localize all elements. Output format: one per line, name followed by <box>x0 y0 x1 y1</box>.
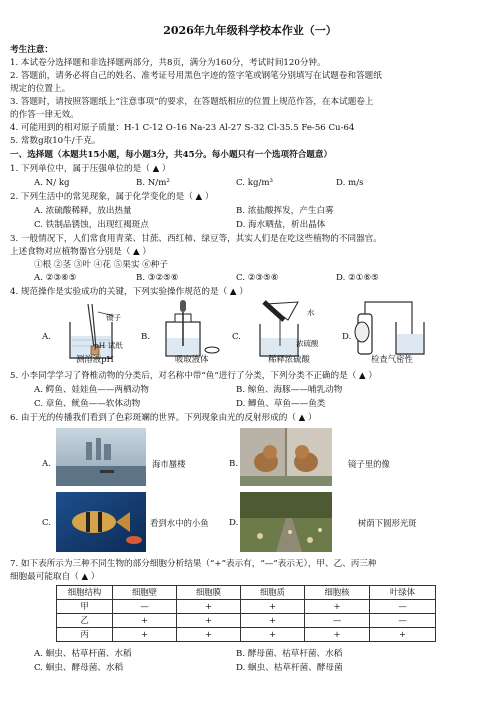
q3-option-c[interactable]: C. ②③⑤⑥ <box>236 273 279 283</box>
notice-line: 4. 可能用到的相对原子质量：H-1 C-12 O-16 Na-23 Al-27 S-32 Cl-35.5 Fe-56 Cu-64 <box>10 123 355 133</box>
table-header: 细胞结构 <box>57 586 113 600</box>
table-header-row <box>57 586 436 600</box>
notice-line: 3. 答题时，请按照答题纸上“注意事项”的要求，在答题纸相应的位置上规范作答，在本试题卷上 <box>10 97 374 107</box>
q5-option-c[interactable]: C. 章鱼、鱿鱼——软体动物 <box>34 399 141 409</box>
question-2-stem: 2. 下列生活中的常见现象，属于化学变化的是（ ▲ ） <box>10 192 214 202</box>
q1-option-d[interactable]: D. m/s <box>336 178 364 188</box>
table-cell: — <box>113 600 177 614</box>
mirage-photo <box>56 428 146 486</box>
q6a-caption: 海市蜃楼 <box>152 459 186 469</box>
table-cell: + <box>177 600 241 614</box>
q4d-caption: 检查气密性 <box>371 354 413 364</box>
table-cell: — <box>305 614 370 628</box>
notice-line: 的作答一律无效。 <box>10 110 79 120</box>
question-4-stem: 4. 规范操作是实验成功的关键，下列实验操作规范的是（ ▲ ） <box>10 287 248 297</box>
q4c-caption: 稀释浓硫酸 <box>268 354 310 364</box>
q4b-caption: 吸取液体 <box>175 354 209 364</box>
table-cell: + <box>241 628 305 642</box>
q3-organ-list: ①根 ②茎 ③叶 ④花 ⑤果实 ⑥种子 <box>34 260 168 270</box>
table-header: 细胞质 <box>241 586 305 600</box>
q6-option-c[interactable]: C. <box>42 518 52 528</box>
q3-option-b[interactable]: B. ③②⑤⑥ <box>136 273 179 283</box>
table-cell: + <box>370 628 436 642</box>
table-cell: + <box>305 628 370 642</box>
question-3-stem-2: 上述食物对应植物器官分别是（ ▲ ） <box>10 247 151 257</box>
question-6-stem: 6. 由于光的传播我们看到了色彩斑斓的世界。下列现象由光的反射形成的（ ▲ ） <box>10 413 317 423</box>
q4-option-b[interactable]: B. <box>141 332 151 342</box>
notice-line: 2. 答题前，请务必将自己的姓名、准考证号用黑色字迹的签字笔或钢笔分别填写在试题卷和答题纸 <box>10 71 382 81</box>
q7-option-c[interactable]: C. 蛔虫、酵母菌、水稻 <box>34 663 124 673</box>
q4-option-a[interactable]: A. <box>42 332 51 342</box>
q6-option-b[interactable]: B. <box>229 459 239 469</box>
notice-line: 5. 常数g取10牛/千克。 <box>10 136 101 146</box>
page-title: 2026年九年级科学校本作业（一） <box>163 24 337 37</box>
table-cell: + <box>177 614 241 628</box>
table-cell: 乙 <box>57 614 113 628</box>
question-5-stem: 5. 小李同学学习了脊椎动物的分类后，对名称中带“鱼”进行了分类，下列分类不正确的是（ ▲ ） <box>10 371 377 381</box>
table-cell: + <box>113 628 177 642</box>
q2-option-b[interactable]: B. 浓盐酸挥发，产生白雾 <box>236 206 334 216</box>
q6-option-a[interactable]: A. <box>42 459 51 469</box>
table-cell: — <box>370 600 436 614</box>
table-cell: + <box>177 628 241 642</box>
q1-option-c[interactable]: C. kg/m³ <box>236 178 273 188</box>
notice-heading: 考生注意： <box>10 45 53 55</box>
notice-line: 规定的位置上。 <box>10 84 71 94</box>
q4a-tweezers-label: 镊子 <box>106 313 121 322</box>
q4a-ph-paper-label: pH 试纸 <box>94 341 123 350</box>
table-header: 细胞壁 <box>113 586 177 600</box>
table-cell: + <box>113 614 177 628</box>
q2-option-d[interactable]: D. 海水晒盐，析出晶体 <box>236 220 326 230</box>
table-header: 细胞膜 <box>177 586 241 600</box>
table-row <box>57 600 436 614</box>
q5-option-b[interactable]: B. 鲸鱼、海豚——哺乳动物 <box>236 385 343 395</box>
q5-option-a[interactable]: A. 鳄鱼、娃娃鱼——两栖动物 <box>34 385 149 395</box>
table-cell: 甲 <box>57 600 113 614</box>
airtightness-figure <box>350 296 426 360</box>
q6d-caption: 树荫下圆形光斑 <box>358 518 417 528</box>
table-row <box>57 628 436 642</box>
question-1-stem: 1. 下列单位中，属于压强单位的是（ ▲ ） <box>10 164 171 174</box>
table-cell: + <box>305 600 370 614</box>
q4c-water-label: 水 <box>307 308 315 317</box>
table-cell: + <box>241 600 305 614</box>
section-heading: 一、选择题（本题共15小题，每小题3分，共45分。每小题只有一个选项符合题意） <box>10 150 333 160</box>
table-row <box>57 614 436 628</box>
notice-line: 1. 本试卷分选择题和非选择题两部分，共8页，满分为160分，考试时间120分钟。 <box>10 58 326 68</box>
q2-option-a[interactable]: A. 浓硫酸稀释，放出热量 <box>34 206 132 216</box>
table-cell: + <box>241 614 305 628</box>
q6-option-d[interactable]: D. <box>229 518 239 528</box>
q3-option-a[interactable]: A. ②③⑥⑤ <box>34 273 77 283</box>
dropper-bottle-figure <box>160 298 222 360</box>
q7-option-d[interactable]: D. 蛔虫、枯草杆菌、酵母菌 <box>236 663 343 673</box>
table-cell: 丙 <box>57 628 113 642</box>
question-3-stem: 3. 一般情况下，人们常食用青菜、甘蔗、西红柿、绿豆等，其实人们是在吃这些植物的不同器官。 <box>10 234 382 244</box>
table-header: 叶绿体 <box>370 586 436 600</box>
dilution-figure <box>254 298 314 360</box>
q1-option-b[interactable]: B. N/m² <box>136 178 170 188</box>
cell-structure-table <box>56 585 436 642</box>
q4-option-c[interactable]: C. <box>232 332 242 342</box>
tree-shade-photo <box>240 492 332 552</box>
mirror-dog-photo <box>240 428 332 486</box>
q6b-caption: 镜子里的像 <box>348 459 390 469</box>
table-cell: — <box>370 614 436 628</box>
q2-option-c[interactable]: C. 铁制品锈蚀，出现红褐斑点 <box>34 220 149 230</box>
q5-option-d[interactable]: D. 鲫鱼、草鱼——鱼类 <box>236 399 326 409</box>
question-7-stem-2: 细胞最可能取自（ ▲ ） <box>10 572 100 582</box>
q4c-acid-label: 浓硫酸 <box>296 339 319 348</box>
q4-option-d[interactable]: D. <box>342 332 352 342</box>
q1-option-a[interactable]: A. N/ kg <box>34 178 70 188</box>
q7-option-b[interactable]: B. 酵母菌、枯草杆菌、水稻 <box>236 649 343 659</box>
question-7-stem: 7. 如下表所示为三种不同生物的部分细胞分析结果（“+”表示有，“—”表示无），甲、乙、丙三种 <box>10 559 377 569</box>
table-header: 细胞核 <box>305 586 370 600</box>
q6c-caption: 看到水中的小鱼 <box>150 518 209 528</box>
fish-photo <box>56 492 146 552</box>
q4a-caption: 测溶液pH <box>76 354 114 364</box>
q7-option-a[interactable]: A. 蛔虫、枯草杆菌、水稻 <box>34 649 132 659</box>
q3-option-d[interactable]: D. ②①⑥⑤ <box>336 273 379 283</box>
